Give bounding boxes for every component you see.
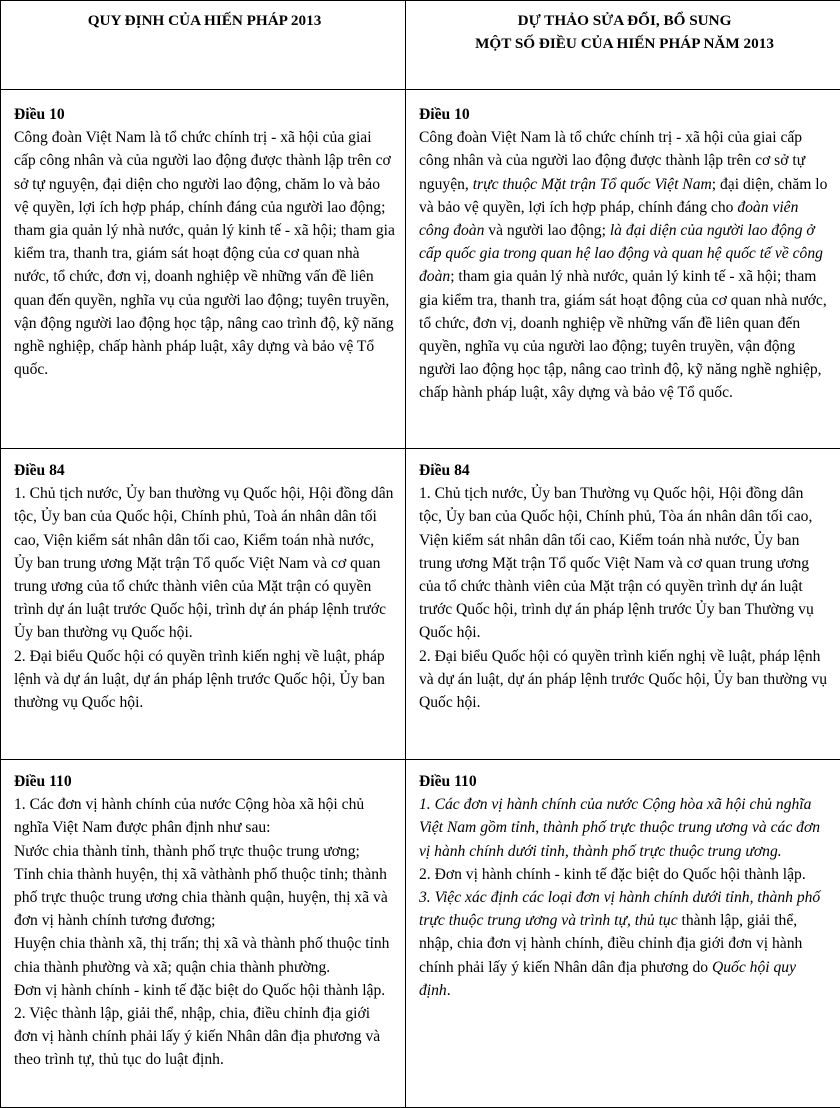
clause-1-item: Đơn vị hành chính - kinh tế đặc biệt do Quốc hội thành lập. [14, 979, 395, 1002]
text-segment: và người lao động; [484, 222, 609, 239]
clause-2: 2. Đại biểu Quốc hội có quyền trình kiến nghị về luật, pháp lệnh và dự án luật, dự án pháp lệnh trước Quốc hội, Ủy ban thường vụ Quốc hội. [14, 645, 395, 715]
article-10-current-cell [1, 90, 406, 449]
amended-text-italic: trực thuộc Mặt trận Tổ quốc Việt Nam [473, 176, 712, 193]
article-title: Điều 110 [14, 770, 395, 793]
article-110-row [1, 760, 840, 1108]
amended-text-italic: 3. Việc xác định các loại đơn vị hành chính dưới tỉnh, thành phố trực thuộc trung ương và trình tự, thủ tục [419, 889, 820, 929]
clause-1-item: Tỉnh chia thành huyện, thị xã vàthành phố thuộc tỉnh; thành phố trực thuộc trung ương chia thành quận, huyện, thị xã và đơn vị hành chính tương đương; [14, 863, 395, 933]
header-right-line-2: MỘT SỐ ĐIỀU CỦA HIẾN PHÁP NĂM 2013 [419, 32, 830, 55]
clause-1: 1. Các đơn vị hành chính của nước Cộng hòa xã hội chủ nghĩa Việt Nam được phân định như sau: [14, 793, 395, 839]
header-left-label: QUY ĐỊNH CỦA HIẾN PHÁP 2013 [88, 12, 322, 29]
clause-2: 2. Việc thành lập, giải thể, nhập, chia, điều chỉnh địa giới đơn vị hành chính phải lấy ý kiến Nhân dân địa phương và theo trình tự, thủ tục do luật định. [14, 1002, 395, 1072]
article-title: Điều 110 [419, 770, 830, 793]
clause-1: 1. Chủ tịch nước, Ủy ban thường vụ Quốc hội, Hội đồng dân tộc, Ủy ban của Quốc hội, Chính phủ, Toà án nhân dân tối cao, Viện kiểm sát nhân dân tối cao, Kiểm toán nhà nước, Ủy ban trung ương Mặt trận Tổ quốc Việt Nam và cơ quan trung ương của tổ chức thành viên của Mặt trận có quyền trình dự án luật trước Quốc hội, trình dự án pháp lệnh trước Ủy ban thường vụ Quốc hội. [14, 482, 395, 644]
article-title: Điều 84 [14, 459, 395, 482]
clause-3 [419, 886, 830, 1002]
article-84-row [1, 449, 840, 760]
article-title: Điều 10 [14, 103, 395, 126]
clause-1-item: Huyện chia thành xã, thị trấn; thị xã và thành phố thuộc tỉnh chia thành phường và xã; quận chia thành phường. [14, 932, 395, 978]
article-title: Điều 10 [419, 103, 830, 126]
article-text [419, 126, 830, 404]
amended-text-italic: đoàn viên công đoàn [419, 199, 798, 239]
text-segment: ; tham gia quản lý nhà nước, quản lý kinh tế - xã hội; tham gia kiểm tra, thanh tra, giám sát hoạt động của cơ quan nhà nước, tổ chức, đơn vị, doanh nghiệp về những vấn đề liên quan đến quyền, nghĩa vụ của người lao động; tuyên truyền, vận động người lao động học tập, nâng cao trình độ, kỹ năng nghề nghiệp, chấp hành pháp luật, xây dựng và bảo vệ Tổ quốc. [419, 268, 827, 401]
header-right-line-1: DỰ THẢO SỬA ĐỔI, BỔ SUNG [419, 9, 830, 32]
article-10-draft-cell [406, 90, 840, 449]
header-current-constitution [1, 1, 406, 90]
article-110-draft-cell [406, 760, 840, 1108]
clause-1-item: Nước chia thành tỉnh, thành phố trực thuộc trung ương; [14, 840, 395, 863]
article-110-current-cell [1, 760, 406, 1108]
amended-text-italic: Quốc hội quy định [419, 959, 796, 999]
text-segment: thành lập, giải thể, nhập, chia đơn vị hành chính, điều chỉnh địa giới đơn vị hành chính phải lấy ý kiến Nhân dân địa phương do [419, 912, 802, 975]
amended-text-italic: là đại diện của người lao động ở cấp quốc gia trong quan hệ lao động và quan hệ quốc tế về công đoàn [419, 222, 823, 285]
header-draft-amendment [406, 1, 840, 90]
header-row [1, 1, 840, 90]
clause-2: 2. Đại biểu Quốc hội có quyền trình kiến nghị về luật, pháp lệnh và dự án luật, dự án pháp lệnh trước Quốc hội, Ủy ban thường vụ Quốc hội. [419, 645, 830, 715]
article-84-draft-cell [406, 449, 840, 760]
clause-2: 2. Đơn vị hành chính - kinh tế đặc biệt do Quốc hội thành lập. [419, 863, 830, 886]
clause-1: 1. Các đơn vị hành chính của nước Cộng hòa xã hội chủ nghĩa Việt Nam gồm tỉnh, thành phố trực thuộc trung ương và các đơn vị hành chính dưới tỉnh, thành phố trực thuộc trung ương. [419, 793, 830, 863]
article-84-current-cell [1, 449, 406, 760]
article-title: Điều 84 [419, 459, 830, 482]
article-text: Công đoàn Việt Nam là tổ chức chính trị - xã hội của giai cấp công nhân và của người lao động được thành lập trên cơ sở tự nguyện, đại diện cho người lao động, chăm lo và bảo vệ quyền, lợi ích hợp pháp, chính đáng của người lao động; tham gia quản lý nhà nước, quản lý kinh tế - xã hội; tham gia kiểm tra, thanh tra, giám sát hoạt động của cơ quan nhà nước, tổ chức, đơn vị, doanh nghiệp về những vấn đề liên quan đến quyền, nghĩa vụ của người lao động; tuyên truyền, vận động người lao động học tập, nâng cao trình độ, kỹ năng nghề nghiệp, chấp hành pháp luật, xây dựng và bảo vệ Tổ quốc. [14, 126, 395, 381]
clause-1: 1. Chủ tịch nước, Ủy ban Thường vụ Quốc hội, Hội đồng dân tộc, Ủy ban của Quốc hội, Chính phủ, Tòa án nhân dân tối cao, Viện kiểm sát nhân dân tối cao, Kiểm toán nhà nước, Ủy ban trung ương Mặt trận Tổ quốc Việt Nam và cơ quan trung ương của tổ chức thành viên của Mặt trận có quyền trình dự án luật trước Quốc hội, trình dự án pháp lệnh trước Ủy ban Thường vụ Quốc hội. [419, 482, 830, 644]
text-segment: . [447, 982, 451, 999]
text-segment: ; đại diện, chăm lo và bảo vệ quyền, lợi ích hợp pháp, chính đáng cho [419, 176, 827, 216]
article-10-row [1, 90, 840, 449]
text-segment: Công đoàn Việt Nam là tổ chức chính trị - xã hội của giai cấp công nhân và của người lao động được thành lập trên cơ sở tự nguyện, [419, 129, 805, 192]
